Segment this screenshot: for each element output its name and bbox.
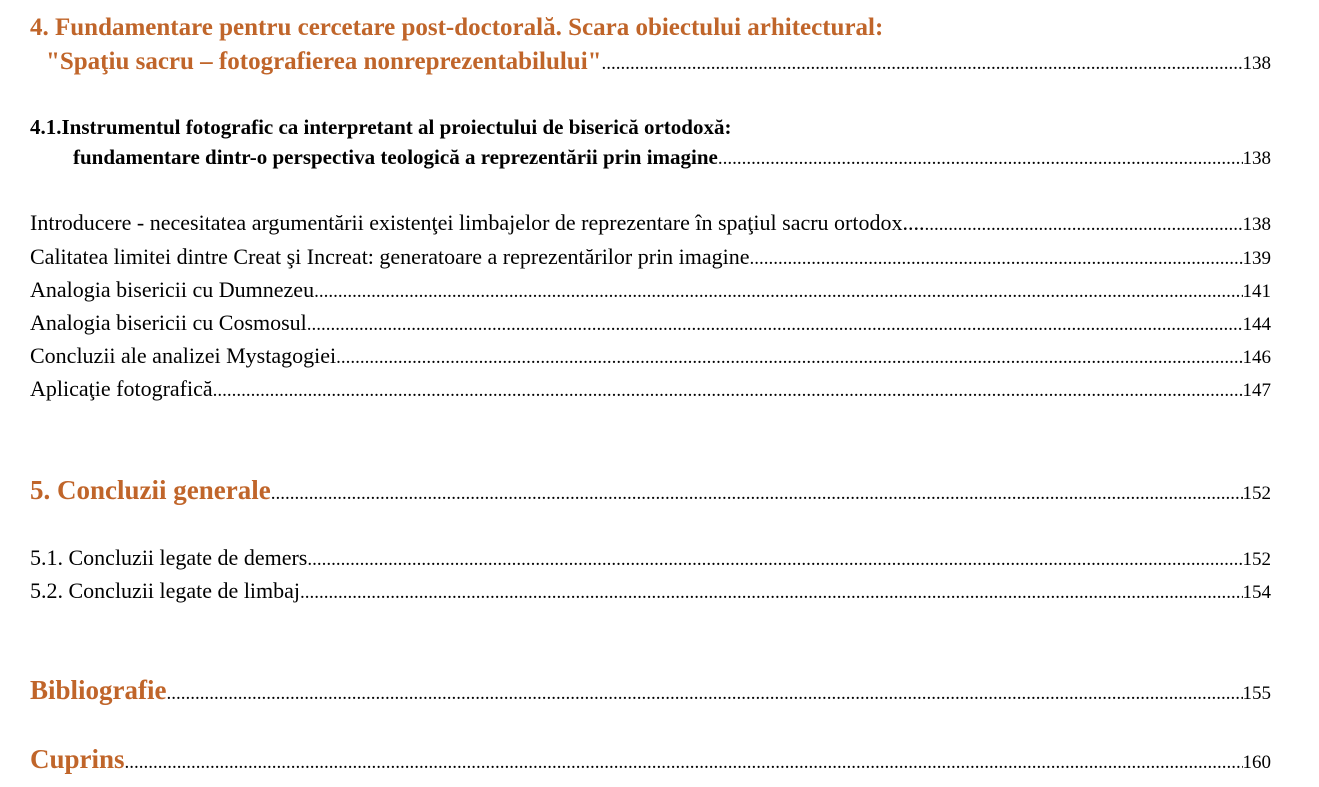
- dot-leader: [300, 582, 1242, 604]
- section-4-1-heading-line1: 4.1.Instrumentul fotografic ca interpretant al proiectului de biserică ortodoxă:: [30, 115, 732, 139]
- page-number: 141: [1242, 281, 1271, 302]
- toc-entry[interactable]: [30, 244, 1271, 270]
- toc-entry-title: Introducere - necesitatea argumentării existenţei limbajelor de reprezentare în spaţiul sacru ortodox....: [30, 210, 925, 235]
- dot-leader: [125, 752, 1243, 774]
- dot-leader: [336, 347, 1242, 369]
- toc-entry-section-4-1[interactable]: [73, 145, 1271, 170]
- page-number: 154: [1242, 582, 1271, 603]
- chapter-5-heading: 5. Concluzii generale: [30, 475, 271, 505]
- toc-entry[interactable]: [30, 376, 1271, 402]
- page-number: 138: [1242, 53, 1271, 74]
- toc-entry-title: 5.1. Concluzii legate de demers: [30, 545, 308, 570]
- toc-entry-title: Calitatea limitei dintre Creat şi Increat: generatoare a reprezentărilor prin imagine: [30, 244, 750, 269]
- toc-entry-title: Analogia bisericii cu Cosmosul: [30, 310, 307, 335]
- toc-entry[interactable]: [30, 310, 1271, 336]
- page-number: 144: [1242, 314, 1271, 335]
- toc-entry[interactable]: [30, 277, 1271, 303]
- dot-leader: [213, 380, 1243, 402]
- dot-leader: [750, 248, 1243, 270]
- page-number: 139: [1242, 248, 1271, 269]
- chapter-4-heading-line1: 4. Fundamentare pentru cercetare post-doctorală. Scara obiectului arhitectural:: [30, 14, 884, 41]
- page-number: 160: [1242, 752, 1271, 773]
- toc-entry-bibliografie[interactable]: [30, 675, 1271, 706]
- dot-leader: [307, 549, 1242, 571]
- dot-leader: [167, 683, 1243, 705]
- toc-entry-title: Analogia bisericii cu Dumnezeu: [30, 277, 315, 302]
- toc-entry[interactable]: [30, 343, 1271, 369]
- dot-leader: [925, 214, 1243, 236]
- page-number: 152: [1242, 483, 1271, 504]
- toc-entry-title: 5.2. Concluzii legate de limbaj: [30, 578, 301, 603]
- toc-entry[interactable]: [30, 545, 1271, 571]
- page-number: 138: [1242, 148, 1271, 169]
- page-number: 152: [1242, 549, 1271, 570]
- bibliografie-heading: Bibliografie: [30, 675, 167, 705]
- dot-leader: [314, 281, 1242, 303]
- toc-entry-chapter-5[interactable]: [30, 475, 1271, 506]
- dot-leader: [718, 148, 1243, 170]
- chapter-4-heading-line2: "Spaţiu sacru – fotografierea nonreprezentabilului": [46, 48, 602, 75]
- page-number: 147: [1242, 380, 1271, 401]
- toc-entry-title: Aplicaţie fotografică: [30, 376, 213, 401]
- toc-entry[interactable]: [30, 578, 1271, 604]
- cuprins-heading: Cuprins: [30, 744, 125, 774]
- toc-entry-title: Concluzii ale analizei Mystagogiei: [30, 343, 337, 368]
- dot-leader: [307, 314, 1243, 336]
- page-number: 138: [1242, 214, 1271, 235]
- dot-leader: [271, 483, 1243, 505]
- page-number: 155: [1242, 683, 1271, 704]
- dot-leader: [602, 53, 1243, 75]
- section-4-1-heading-line2: fundamentare dintr-o perspectiva teologică a reprezentării prin imagine: [73, 145, 718, 169]
- toc-entry-cuprins[interactable]: [30, 744, 1271, 775]
- page-number: 146: [1242, 347, 1271, 368]
- toc-entry-chapter-4[interactable]: [46, 48, 1271, 76]
- toc-entry[interactable]: [30, 210, 1271, 236]
